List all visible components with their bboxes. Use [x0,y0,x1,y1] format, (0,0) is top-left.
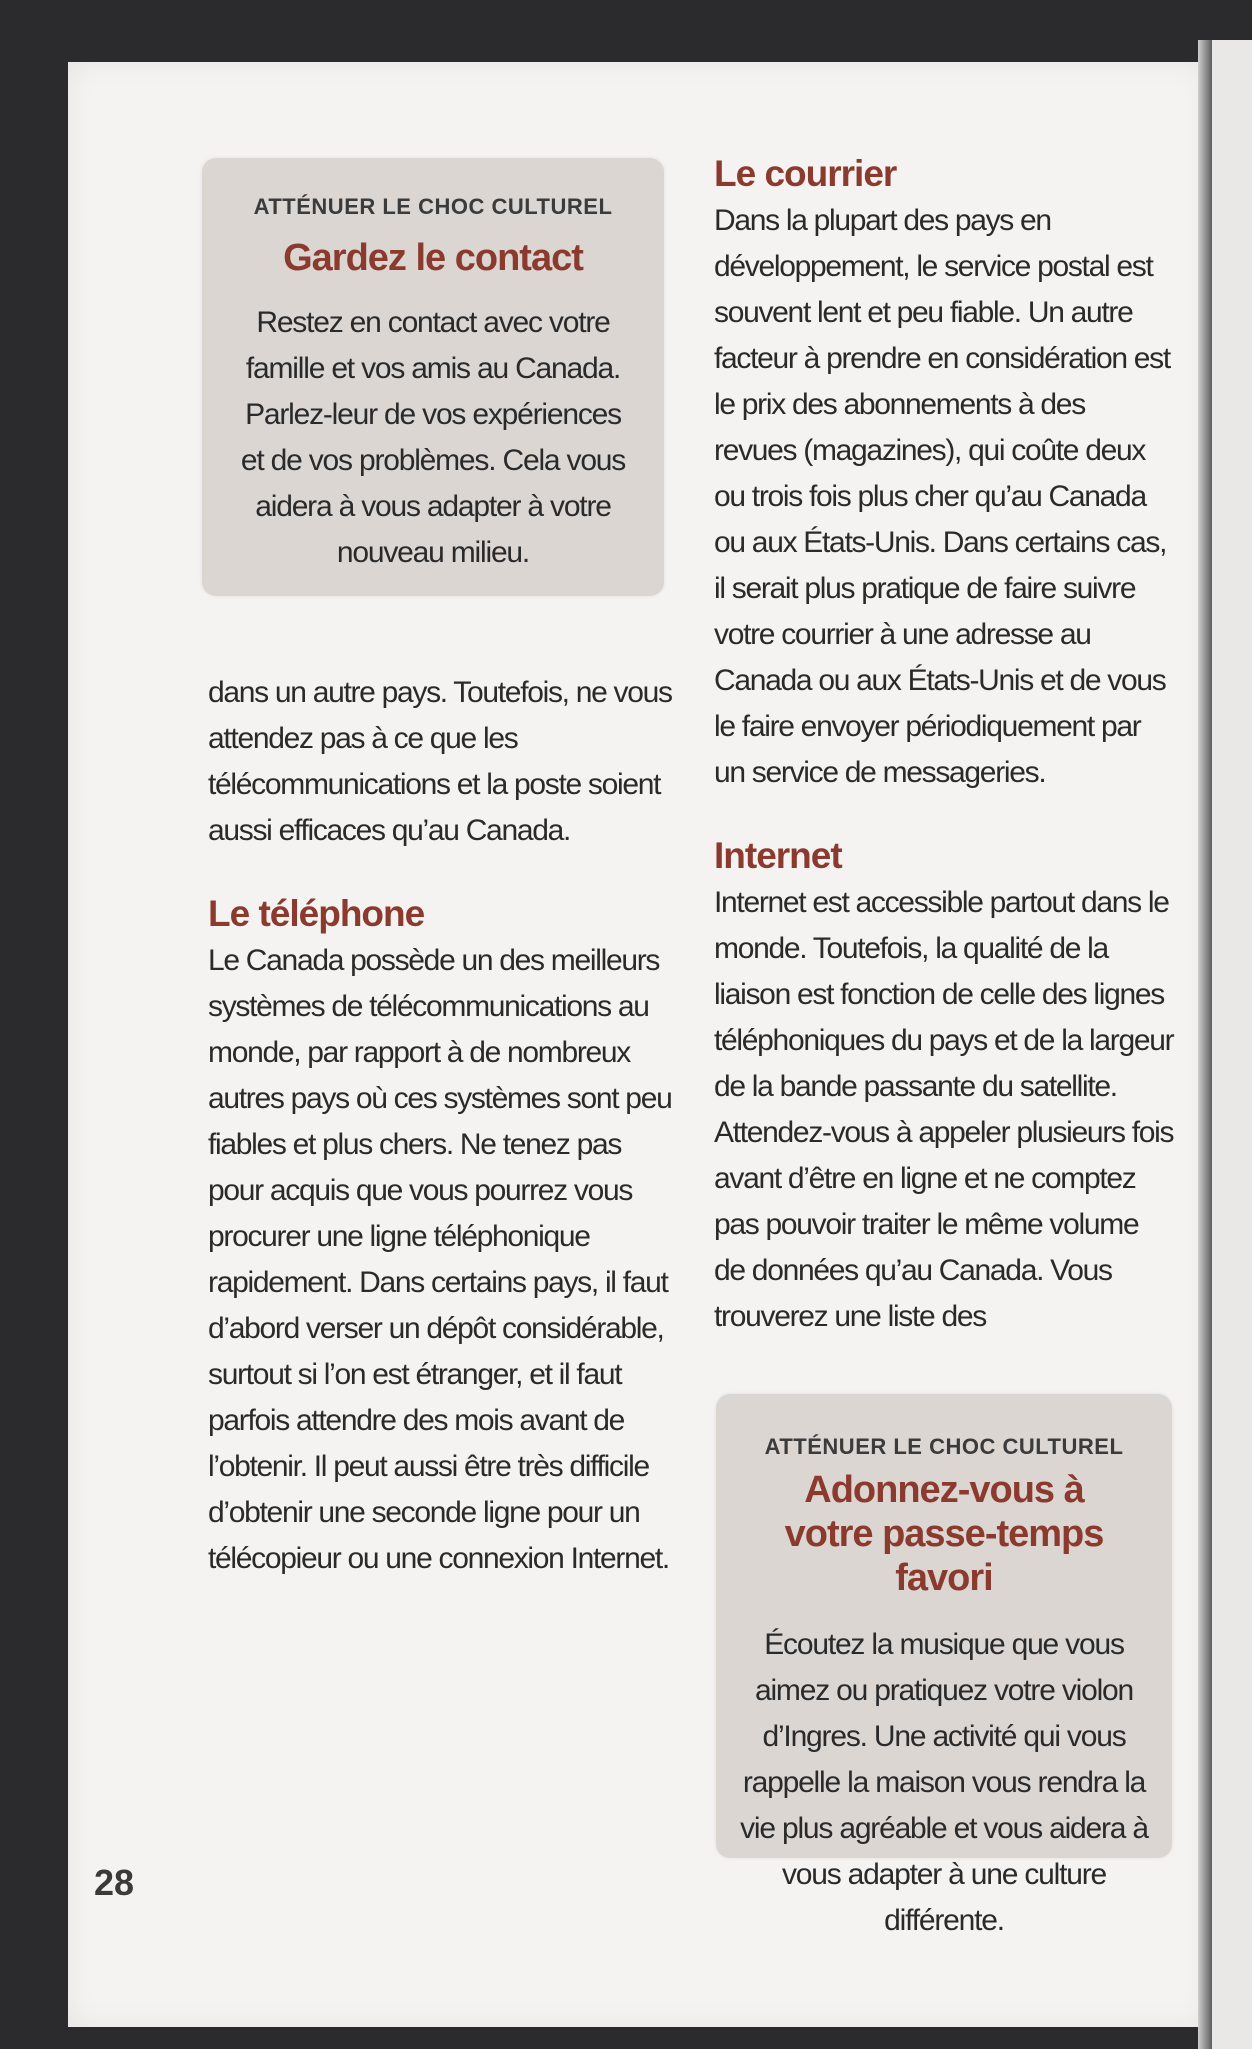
right-column [714,150,1174,1340]
section-heading-telephone: Le téléphone [208,893,425,934]
callout-title: Adonnez-vous à votre passe-temps favori [784,1469,1104,1599]
section-heading-internet: Internet [714,835,842,876]
page-number: 28 [94,1862,135,1903]
internet-paragraph: Internet est accessible partout dans le monde. Toutefois, la qualité de la liaison est fonction de celle des lignes téléphoniques du pays et de la largeur de la bande passante du satellite. Attendez-vous à appeler plusieurs fois avant d’être en ligne et ne comptez pas pouvoir traiter le même volume de données qu’au Canada. Vous trouverez une liste des [714,886,1174,1333]
callout-keep-in-touch [202,158,664,596]
callout-body: Écoutez la musique que vous aimez ou pratiquez votre violon d’Ingres. Une activité qui vous rappelle la maison vous rendra la vie plus agréable et vous aidera à vous adapter à une culture différente. [740,1628,1148,1937]
courrier-paragraph: Dans la plupart des pays en développement, le service postal est souvent lent et peu fiable. Un autre facteur à prendre en considération est le prix des abonnements à des revues (magazines), qui coûte deux ou trois fois plus cher qu’au Canada ou aux États-Unis. Dans certains cas, il serait plus pratique de faire suivre votre courrier à une adresse au Canada ou aux États-Unis et de vous le faire envoyer périodiquement par un service de messageries. [714,204,1170,789]
intro-paragraph: dans un autre pays. Toutefois, ne vous attendez pas à ce que les télécommunications et la poste soient aussi efficaces qu’au Canada. [208,676,672,847]
callout-hobby [716,1394,1172,1937]
callout-tag: ATTÉNUER LE CHOC CULTUREL [253,194,613,219]
section-heading-courrier: Le courrier [714,153,897,194]
telephone-paragraph: Le Canada possède un des meilleurs systèmes de télécommunications au monde, par rapport à de nombreux autres pays où ces systèmes sont peu fiables et plus chers. Ne tenez pas pour acquis que vous pourrez vous procurer une ligne téléphonique rapidement. Dans certains pays, il faut d’abord verser un dépôt considérable, surtout si l’on est étranger, et il faut parfois attendre des mois avant de l’obtenir. Il peut aussi être très difficile d’obtenir une seconde ligne pour un télécopieur ou une connexion Internet. [208,944,672,1575]
adjacent-page-edge [1212,40,1252,2049]
left-column [208,670,678,1582]
callout-tag: ATTÉNUER LE CHOC CULTUREL [764,1434,1124,1459]
callout-title: Gardez le contact [283,237,583,279]
callout-body: Restez en contact avec votre famille et vos amis au Canada. Parlez-leur de vos expériences et de vos problèmes. Cela vous aidera à vous adapter à votre nouveau milieu. [240,306,626,569]
